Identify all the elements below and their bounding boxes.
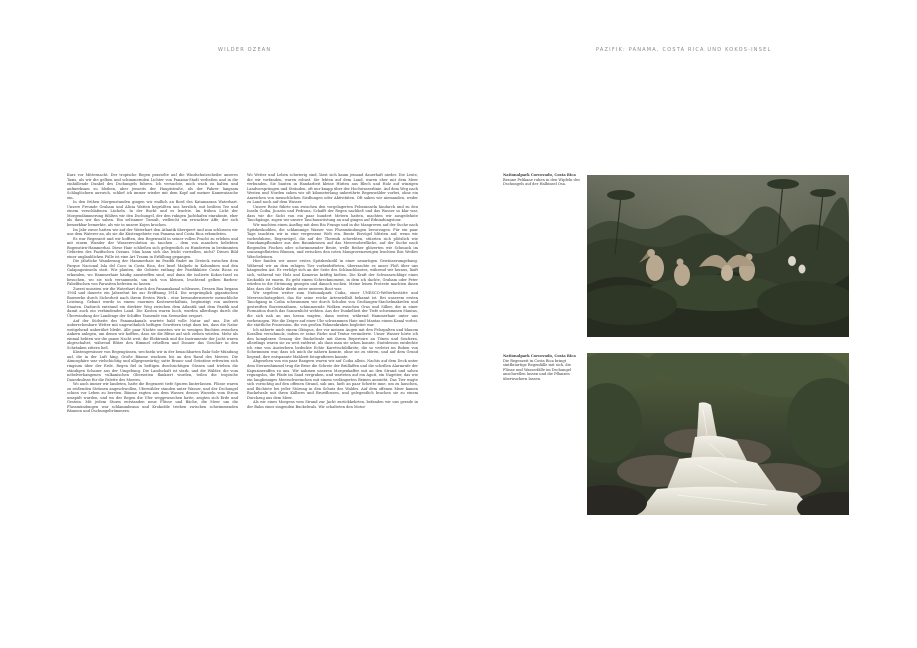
paragraph: Küstengewässer von Regengüssen, wechseln wir in der benachbarten Bala-Sole-Mündung auf, die in der Luft hing. Große Bäume wachsen bis an den Rand des Meeres. Die Atmosphäre war vielschichtig und allgegenwärtig; satte Braun- und Grüntöne erfreuten sich ringsum über der Erde. Regen fiel in heftigen durchsichtigen Güssen und trieben die ständigen Schauer aus der Umgebung. Die Landschaft ist stark, und die Wälder, die vom nebelverhangenen vulkanischen Oberseiten flankiert wurden, teilen die tropische Dauerkulisse für die Palette des Meeres. bbox=[67, 350, 238, 382]
paragraph: Im Jahr zuvor hatten wir auf der Waterhart den Atlantik überquert und nun schlossen wir uns dem Waterer an, als sie die Küstengebiete von Panama und Costa Rica erkundeten. bbox=[67, 227, 238, 237]
running-header-right: PAZIFIK: PANAMA, COSTA RICA UND KOKOS-INSEL bbox=[596, 47, 772, 53]
paragraph: Wo auch immer wir landeten, hatte die Regenzeit tiefe Spuren hinterlassen. Flüsse waren zu reißenden Strömen angeschwollen, Uferwälder standen unter Wasser, und der Dschungel schien vor Leben zu bersten. Bäume ragten aus dem Wasser, dessen Wurzeln vom Strom umspült wurden, und wo der Regen die Ufer weggewaschen hatte, zeigten sich Erde und Gestein. Mit jedem Sturm entstanden neue Flüsse und Bäche, die Meer um die Flussmündungen war schlammbraun und Krokodile trieben zwischen schwimmenden Bäumen und Dschungeltrümmern. bbox=[67, 382, 238, 414]
caption-text: Braune Pelikane ruhen in den Wipfeln des Dschungels auf der Halbinsel Osa. bbox=[503, 177, 580, 187]
running-header-left: WILDER OZEAN bbox=[218, 47, 272, 53]
paragraph: Zuerst mussten wir die Waterhart durch den Panamakanal schleusen. Dessen Bau begann 1904 und dauerte ein Jahrzehnt bis zur Eröffnung 1914. Die ursprünglich gigantischen Bauwerke durch Sicherheit nach ihrem Ersten Werk – eine bewundernswerte menschliche Leistung. Gebaut wurde in einem enormen Kostenverhältnis, begünstigt von anderen Staaten. Dadurch entstand ein direkter Weg zwischen dem Atlantik und dem Pazifik und damit auch ein verbindendes Land. Die Kosten waren hoch, wurden allerdings durch die Überwindung der Landenge der Schiffes Tausende von Seemeilen erspart. bbox=[67, 286, 238, 318]
caption-title: Nationalpark Corcovado, Costa Rica bbox=[503, 354, 576, 358]
paragraph: Die jährliche Wanderung der Hammerhaie im Pazifik findet im Dreieck zwischen dem Parque Nacional Isla del Coco in Costa Rica, der Insel Malpelo in Kolumbien und den Galapagosinseln statt. Wir planten, die Gebiete entlang der Pazifikküste Costa Ricas zu erkunden, wo Hammerhaie häufig anzutreffen sind, und dann die isolierte Kokos-Insel zu besuchen, wo sie sich versammeln, um sich von kleinen, leuchtend gelben Barben-Fabelfischen von Parasiten befreien zu lassen. bbox=[67, 259, 238, 287]
paragraph: Abgesehen von ein paar Rangern waren wir auf Coiba allein. Nachts auf dem Deck unter dem Sternenhimmel trug die Brise die Schreie der Brüllaffen und die schrillen Alarmrufe der Kapuzineraffen zu uns. Wir nahmen unseren Morgenkaffee mit an den Strand und sahen regungslos, die Pfade im Sand vergraben, und warteten auf ein Agutí, ein Nagetier, das wie ein langbeiniges Meerschweinchen mit einem verlängerten Beinen aussieht. Das Tier wagte sich vorsichtig auf den offenen Strand, sah uns, hielt an paar Schritte inne, um zu lauschen, und flüchtete bei jeder Störung in den Schutz des Waldes. Auf dem offenen Meer kamen Buckelwale mit ihren Kälbern und Brustflossen, und gelegentlich brachen sie zu einem Durchzug aus dem Meer. bbox=[247, 359, 418, 400]
paragraph: Wir segelten weiter zum Nationalpark Coiba, einer UNESCO-Welterbestätte und Meeresschutzgebiet, das für seine reiche Artenvielfalt bekannt ist. Bei unserem ersten Tauchgang in Coiba schwammen wir durch Schulen von Großaugen-Stachelmakrelen und gestreiften Borstenzähnen, schimmernde Wolken zwischen Gras und Silber, die in einer Formation durch das Sonnenlicht wehten. Aus der Dunkelheit der Tiefe schwammen Mantas, die sich nah an uns heran wagten, dann weiter, während Hammerhaie unter uns vorbeizogen. Wie die Zeiger auf einer Uhr schwammen Haie und Mantas einem Kanal vorbei, die stattliche Prozession, die von großen Fahnenkraken begleitet war. bbox=[247, 291, 418, 328]
photo-caption-waterfall bbox=[503, 354, 581, 382]
caption-title: Nationalpark Corcovado, Costa Rica bbox=[503, 173, 576, 177]
paragraph: Wo Wetter und Leben schwierig sind, lässt sich kaum jemand dauerhaft nieder. Die Leute, die wir vorfanden, waren robust. Sie lebten auf dem Land, waren eher mit dem Meer verbunden. Sie bauten in Handarbeit kleine Hütten aus Blech und Holz auf winzigen Landvorsprüngen und Stränden, oft nur knapp über der Hochwasserlinie. Auf dem Weg nach Westen und Norden sahen wir oft kilometerlang unberührte Regenwälder vorbei, ohne ein Anzeichen von menschlichen Siedlungen oder Aktivitäten. Oft sahen wir niemanden, weder zu Land noch auf dem Wasser. bbox=[247, 173, 418, 205]
paragraph: Kurz vor Mitternacht. Der tropische Regen prasselte auf die Windschutzscheibe unseres Taxis, als wir die gelben und schimmernden Lichter von Panama-Stadt verließen und in die einhüllende Dunkel des Dschungels fuhren. Ich versuchte, mich wach zu halten und aufmerksam zu bleiben, aber jenseits der Hauptstraße, als der Fahrer langsam Schlaglöchern auswich, schlief ich immer wieder mit dem Kopf auf meiner Kameratasche ein. bbox=[67, 173, 238, 200]
paragraph: Hier fanden wir unser erstes Spitzkrokodil in einer neuartigen Gewässerumgebung. Während wir an dem ruhigen Tier vorbeidrifteten, überraschte es unser Floß über uns hängenden Ast. Er verfolgt sich an der Seite des Schlauchbootes, während wir heraus, läuft sich, während wir Holz und Kameras kräftig hielten. Die Kraft der Schwanzschläge eines Krokodils ist enorm. Es geht einem Schreckmoment, in dem ich dachte, Graham oder Peter würden in die Strömung gezogen und danach suchen. Meine leisen Proteste machten ihnen klar, dass die Gefahr direkt unter unseren Boot war. bbox=[247, 259, 418, 291]
paragraph: Wir machten einen Ausflug mit dem Rio Frango und in die Mangroven auf der Suche nach Spitzkrokodilen, die schlammige Wasser von Flussmündungen bevorzugen. Für ein paar Tage tauchten wir in eine vergessene Welt ein. Bunte Eisvögel blitzten auf, wenn wir vorbeifuhren, Regenvögel, die auf der Thermik schwebten, stürzten sich plötzlich wie Sturzkampfbomber aus den Baumkronen auf das Meeresoberfläche, auf der Suche nach fliegenden Fischen oder schwimmender Beute, welle Reiher glitzerten wie Schmuck im sonnengefluteten Blumen, und zwischen den roten Mangrovenzweigen leuchten Ibis Weißes Wäscheleinen. bbox=[247, 223, 418, 259]
paragraph: Auf der Südseite des Panamakanals wartete bald volle Natur auf uns. Die oft unberechenbare Wetter mit ungewöhnlich heftigen Gewittern trägt dazu bei, dass die Natur weitgehend unberührt bleibt. Alle paar Nächte mussten wir in wenigen Buchten zwischen Ankern anlegen, um denen wir hofften, dass sie die Blitze auf sich ziehen würden. Mehr als einmal bebten wir die ganze Nacht weit, die Elektronik und die Instrumente der Jacht waren abgeschaltet, während Blitze den Himmel erhellten und Donner das Geschirr in den Schränken zittern ließ. bbox=[67, 318, 238, 350]
caption-text: Die Regenzeit in Costa Rica bringt sintflutartige Regenfälle mit sich, die Flüsse und Wasserfälle im Dschungel anschwellen lassen und die Pflanzen überwuchern lassen. bbox=[503, 358, 572, 381]
paragraph: Ich näherte mich einem Oktopus, der vor meinen Augen mit den Felsspalten und blauem Korallen verschmolz, indem er seine Farbe und Textur veränderte. Unser Wasser hörte ich den komplexen Gesang der Buckelwale mit ihrem Repertoire an Tönen und Seufzern, allerdings waren sie zu weit entfernt, als dass man sie sehen konnte. Stattdessen entdeckte ich eine von Austerbern bedeckte Echte Karettschildkröte, die so verletzt im Ruhen von Schwimmen war, dass ich mich ihr nähern konnte, ohne sie zu stören, und auf dem Grund liegend, ihre entspannte Mahlzeit fotografieren konnte. bbox=[247, 327, 418, 359]
text-column-right bbox=[247, 173, 418, 585]
paragraph: Als wir eines Morgens vom Strand zur Jacht zurückkehrten, befanden wir uns gerade in der Bahn eines singenden Buckelwals. Wir schalteten den Motor bbox=[247, 400, 418, 409]
paragraph: Unsere Reise führte uns zwischen den vorgelagerten Felseninseln hindurch und zu den Inseln Coiba, Jicarón und Pedrona. Schafft der Regen nachließ und das Wasser so klar war, dass wir die Sicht von ein paar hundert Metern hatten, machten wir ausgedehnte Tauchgänge, zogen wir unsere Tauchausrüstung an und gingen auf Erkundungstour. bbox=[247, 204, 418, 223]
paragraph: Es war Regenzeit und wir hofften, den Regenwald in seiner vollen Pracht zu erleben und mit einem Wunder der Wasserevolution zu tauchen – dem von manchen beliebten Bogenstirn-Hammerhai. Diese Haie schließen sich gelegentlich zu Hunderten in bestimmten Gebieten des Pazifischen Ozeans. Man kann sich das leicht vorstellen, nicht? Dieses Bild einer unglaublichen Fülle ist eine Art Traum in Erfüllung gegangen. bbox=[67, 236, 238, 259]
photo-pelicans bbox=[587, 175, 849, 337]
photo-waterfall-image bbox=[587, 353, 849, 515]
photo-caption-pelicans bbox=[503, 173, 581, 187]
text-column-left bbox=[67, 173, 238, 585]
photo-pelicans-image bbox=[587, 175, 849, 337]
paragraph: In den frühen Morgenstunden gingen wir endlich an Bord des Katamarans Waterhart. Unsere Freunde Graham und Alicia Watten begrüßten uns herzlich, mit heißem Tee und einem verschlafenen Lächeln. In der Bucht und es leuchte. Im frühen Licht der Morgendämmerung fühlten wir den Dschungel, der den ruhigen Jachthafen einrahmte, eher als dass wir ihn sahen. Ein seltsamer Tumult, vielleicht ein erwachter Affe, der sich bemerkbar bemerkte, als wir in unsere Kojen krochen. bbox=[67, 200, 238, 228]
photo-waterfall bbox=[587, 353, 849, 515]
